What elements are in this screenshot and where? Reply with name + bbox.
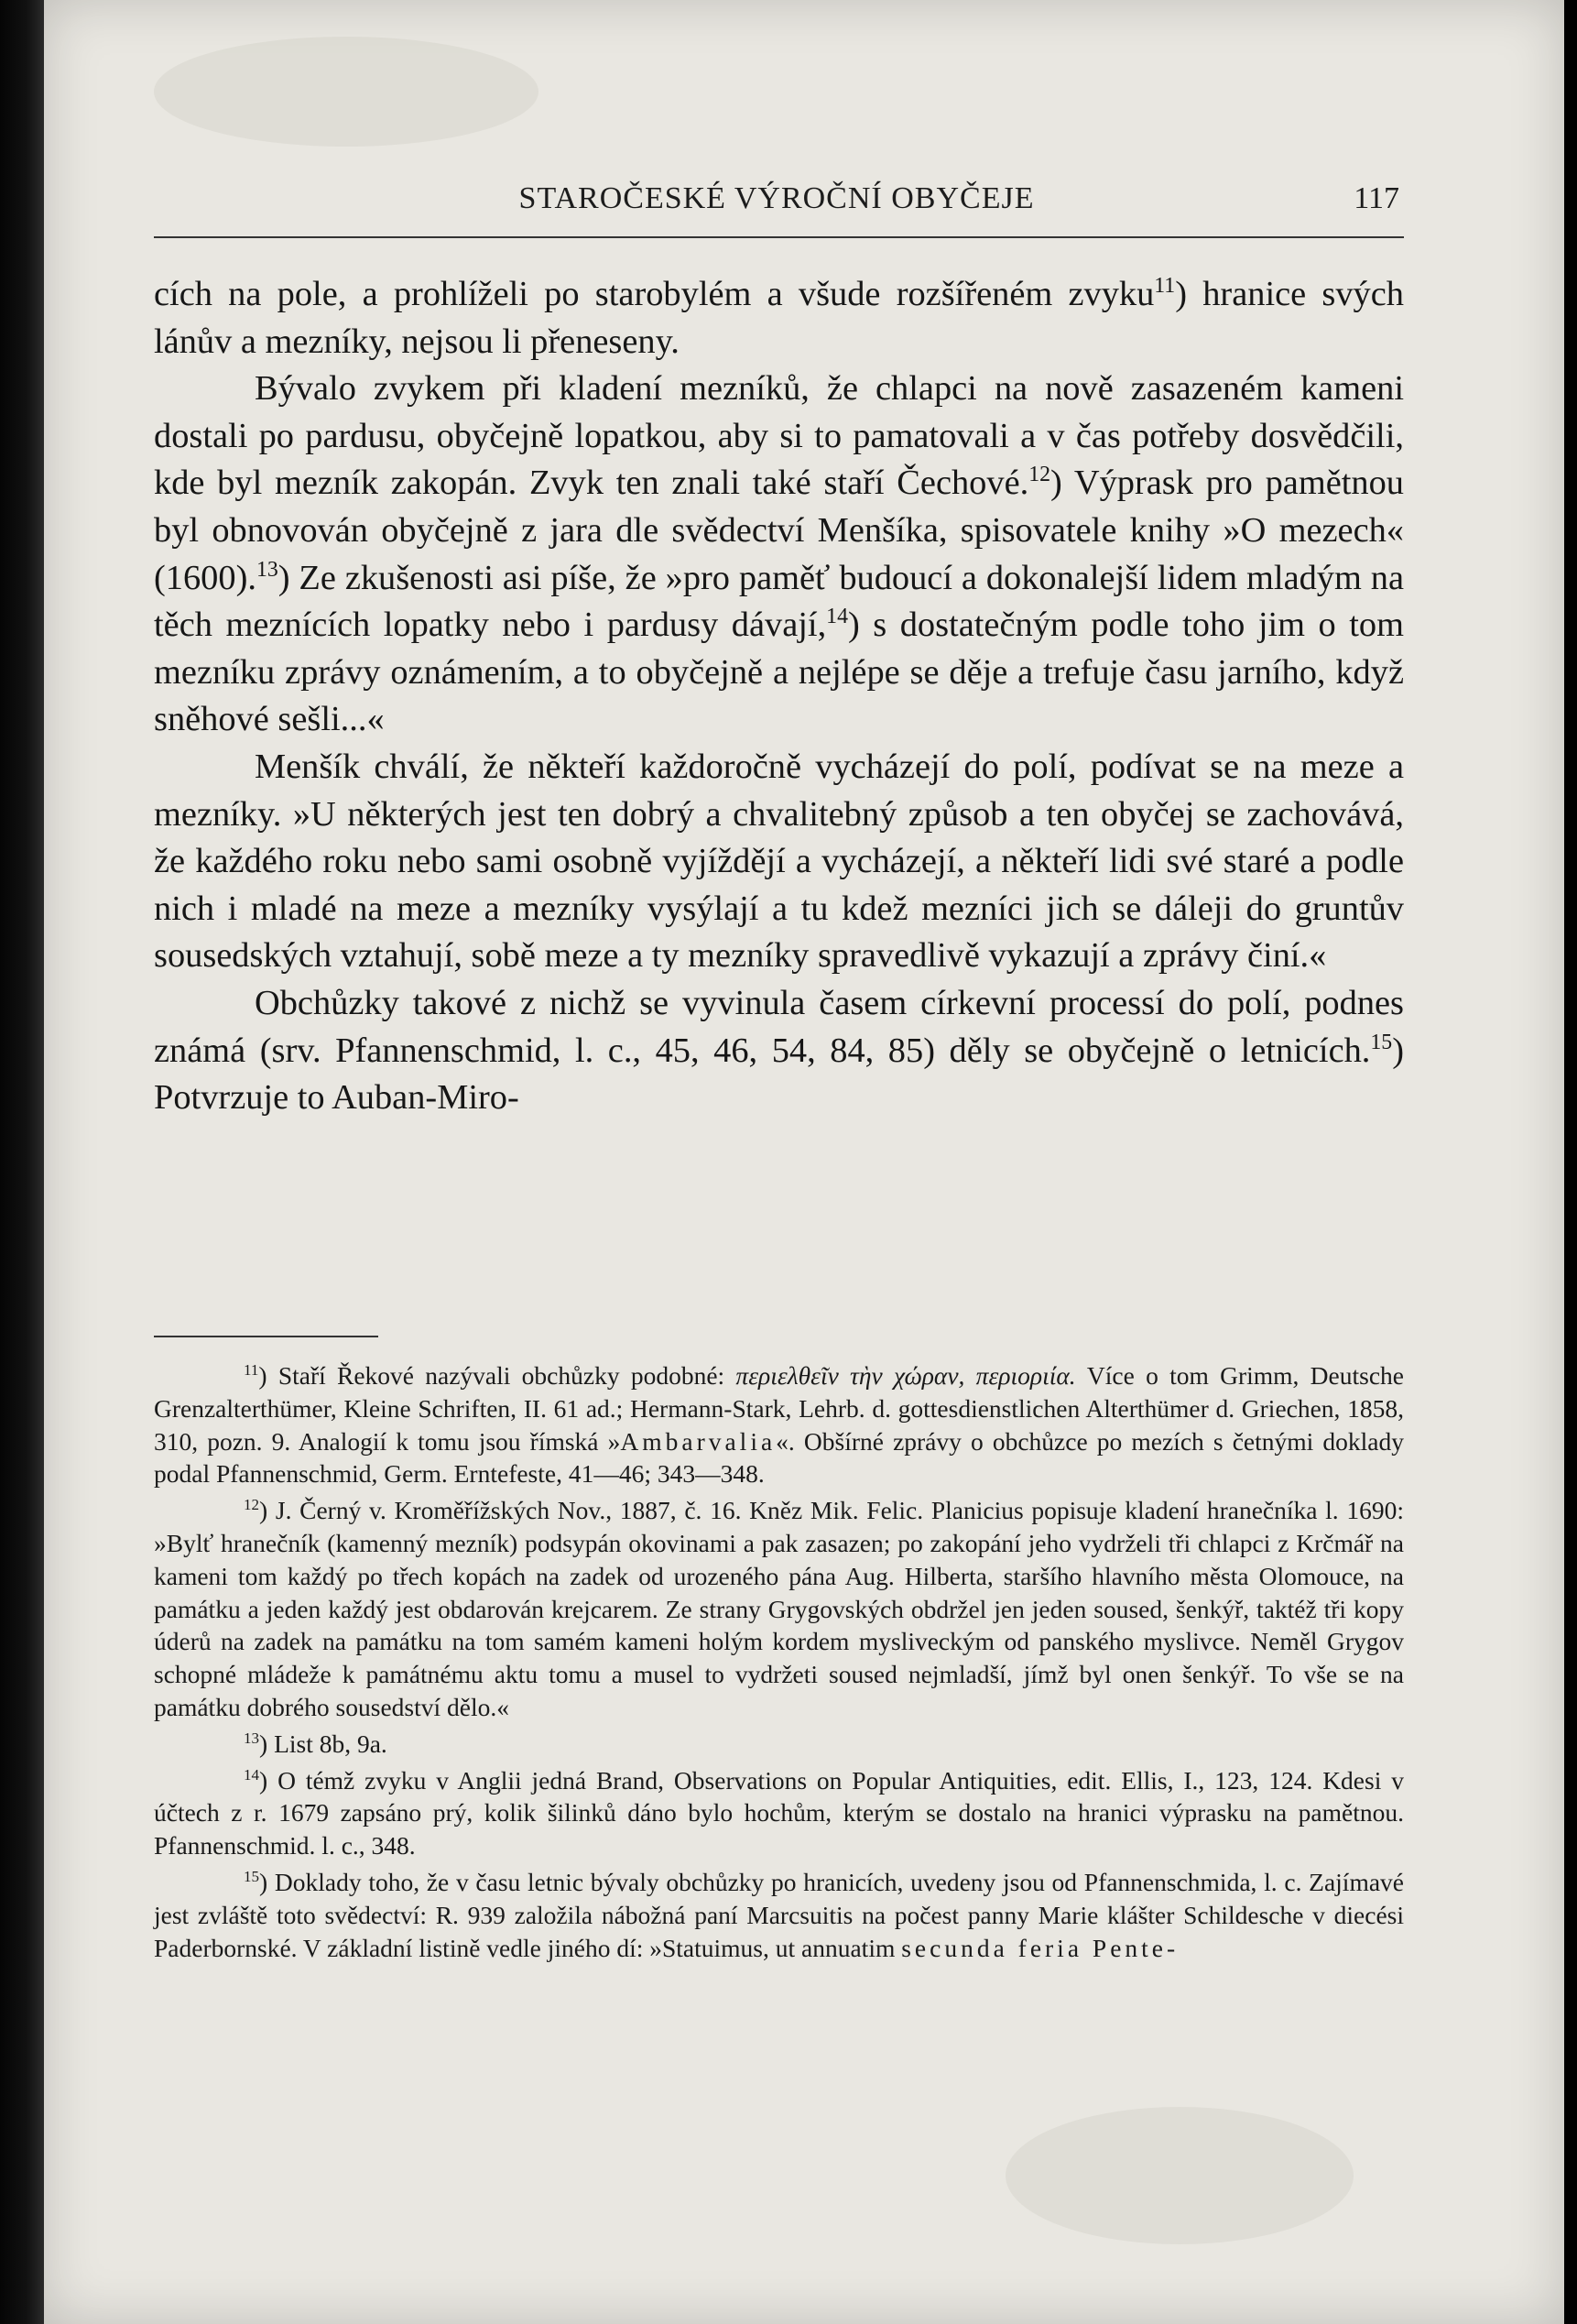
footnote-11 [154,1359,1404,1490]
main-text [154,271,1404,1122]
text-run: ) J. Černý v. Kroměřížských Nov., 1887, č. 16. Kněz Mik. Felic. Planicius popisuje kladení hranečníka l. 1690: »Bylť hranečník (kamenný mezník) podsypán okovinami a pak zasazen; po zakopání jeho vydrželi tři chlapci z Krčmář na kameni tom každý po třech kopách na zadek od urozeného pána Aug. Hilberta, staršího hlavního města Olomouce, na památku a jeden každý jest obdarován krejcarem. Ze strany Grygovských obdržel jen jeden soused, šenkýř, taktéž tři kopy úderů na zadek na památku na tom samém kameni holým kordem mysliveckým od panského myslivce. Neměl Grygov schopné mládeže k památnému aktu tomu a musel to vydržeti soused nejmladší, jímž byl onen šenkýř. To vše se na památku dobrého sousedství dělo.« [154,1496,1404,1721]
footnote-ref: 12 [1028,463,1051,487]
footnote-14 [154,1764,1404,1862]
footnote-13 [154,1728,1404,1761]
text-run: ) Potvrzuje to Auban-Miro- [154,1031,1404,1118]
text-run: ) Ze zkušenosti asi píše, že »pro paměť budoucí a dokonalejší lidem mladým na těch meznících lopatky nebo i pardusy dávají, [154,558,1404,645]
paper-stain [1006,2107,1354,2244]
header-rule [154,236,1404,238]
text-run: ) s dostatečným podle toho jim o tom mezníku zprávy oznámením, a to obyčejně a nejlépe se děje a trefuje času jarního, když sněhové sešli...« [154,606,1404,739]
paper-stain [154,37,538,147]
paragraph [154,366,1404,744]
text-run: Obchůzky takové z nichž se vyvinula časem církevní processí do polí, podnes známá (srv. Pfannenschmid, l. c., 45, 46, 54, 84, 85) děly se obyčejně o letnicích. [154,983,1404,1070]
footnote-rule [154,1336,378,1337]
text-run: «. Obšírné zprávy o obchůzce po mezích s četnými doklady podal Pfannenschmid, Germ. Erntefeste, 41—46; 343—348. [154,1426,1404,1489]
footnotes [154,1359,1404,1968]
footnote-number: 15 [244,1867,260,1885]
footnote-number: 12 [244,1496,260,1514]
footnote-number: 13 [244,1729,260,1747]
footnote-ref: 14 [826,605,848,629]
footnote-ref: 13 [256,557,278,582]
footnote-number: 11 [244,1360,259,1379]
paragraph [154,980,1404,1122]
footnote-ref: 15 [1370,1030,1393,1054]
page-header [154,174,1399,225]
footnote-ref: 11 [1154,274,1176,299]
paragraph: Menšík chválí, že někteří každoročně vycházejí do polí, podívat se na meze a mezníky. »U některých jest ten dobrý a chvalitebný způsob a ten obyčej se zachovává, že každého roku nebo sami osobně vyjíždějí a vycházejí, a někteří lidi své staré a podle nich i mladé na meze a mezníky vysýlají a tu kdež mezníci jich se dáleji do gruntův sousedských vztahují, sobě meze a ty mezníky spravedlivě vykazují a zprávy činí.« [154,747,1404,976]
text-run: ) hranice svých lánův a mezníky, nejsou li přeneseny. [154,275,1404,361]
text-run: ) List 8b, 9a. [259,1729,387,1758]
text-run: ) Výprask pro pamětnou byl obnovován obyčejně z jara dle svědectví Menšíka, spisovatele knihy »O mezech« (1600). [154,464,1404,597]
footnote-12 [154,1494,1404,1724]
paragraph [154,271,1404,366]
text-run: ) Staří Řekové nazývali obchůzky podobné: [258,1361,725,1390]
text-run: cích na pole, a prohlíželi po starobylém a všude rozšířeném zvyku [154,275,1155,313]
footnote-15 [154,1866,1404,1964]
footnote-number: 14 [244,1765,260,1784]
scan-dark-border [0,0,44,2324]
spaced-text: secunda feria Pente- [901,1933,1180,1962]
running-head: STAROČESKÉ VÝROČNÍ OBYČEJE [518,181,1035,215]
text-run: ) Doklady toho, že v času letnic bývaly obchůzky po hranicích, uvedeny jsou od Pfannenschmida, l. c. Zajímavé jest zvláště toto svědectví: R. 939 založila nábožná paní Marcsuitis na počest panny Marie klášter Schildesche v diecési Paderbornské. V základní listině vedle jiného dí: »Statuimus, ut annuatim [154,1867,1404,1962]
greek-text: περιελθεῖν τὴν χώραν, περιοριία. [735,1361,1076,1390]
text-run: ) O témž zvyku v Anglii jedná Brand, Observations on Popular Antiquities, edit. Ellis, I., 123, 124. Kdesi v účtech z r. 1679 zapsáno prý, kolik šilinků dáno bylo hochům, kterým se dostalo na hranici výprasku na pamětnou. Pfannenschmid. l. c., 348. [154,1765,1404,1860]
text-run: Bývalo zvykem při kladení mezníků, že chlapci na nově zasazeném kameni dostali po pardusu, obyčejně lopatkou, aby si to pamatovali a v čas potřeby dosvědčili, kde byl mezník zakopán. Zvyk ten znali také staří Čechové. [154,369,1404,503]
text-run: Více o tom Grimm, Deutsche Grenzalterthümer, Kleine Schriften, II. 61 ad.; Hermann-Stark, Lehrb. d. gottesdienstlichen Alterthümer d. Griechen, 1858, 310, pozn. 9. Analogií k tomu jsou římská » [154,1361,1404,1456]
book-page [44,0,1564,2324]
page-number: 117 [1354,181,1399,215]
spaced-text: Ambarvalia [620,1426,777,1456]
